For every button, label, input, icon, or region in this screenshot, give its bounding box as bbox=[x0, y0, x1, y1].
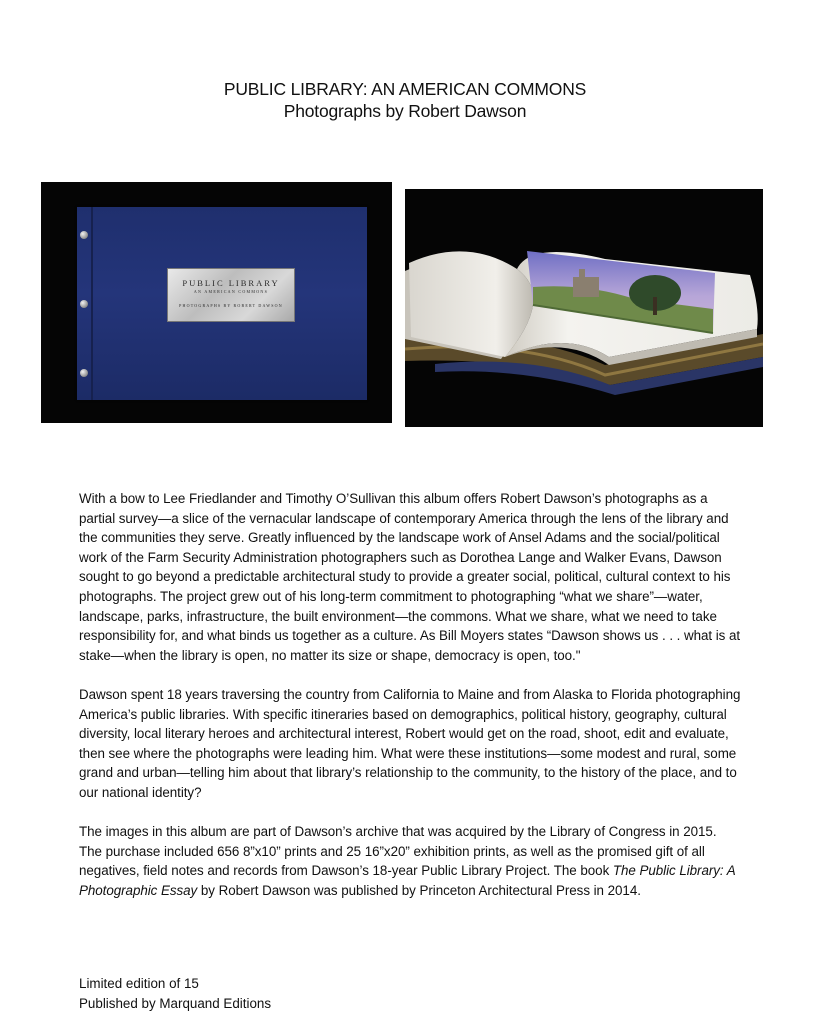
page-subtitle: Photographs by Robert Dawson bbox=[283, 101, 527, 121]
paragraph-3-text: The images in this album are part of Dawson’s archive that was acquired by the Library of Congress in 2015. The purchase included 656 8”x10” prints and 25 16”x20” exhibition prints, as well as the promised gift of all negatives, field notes and records from Dawson’s 18-year Public Library Project. The book bbox=[79, 824, 717, 879]
publisher: Published by Marquand Editions bbox=[79, 995, 272, 1011]
open-album-illustration bbox=[405, 189, 763, 427]
open-album-photo bbox=[405, 189, 763, 427]
binding-screw bbox=[80, 369, 88, 377]
nameplate-byline: PHOTOGRAPHS BY ROBERT DAWSON bbox=[179, 303, 283, 308]
page-title: PUBLIC LIBRARY: AN AMERICAN COMMONS bbox=[223, 79, 587, 99]
album-hinge-line bbox=[91, 207, 93, 400]
description-paragraph-3 bbox=[79, 822, 741, 900]
binding-screw bbox=[80, 300, 88, 308]
album-description bbox=[79, 489, 741, 920]
nameplate-title: PUBLIC LIBRARY bbox=[182, 278, 280, 288]
closed-album-photo bbox=[41, 182, 392, 423]
edition-size: Limited edition of 15 bbox=[79, 976, 199, 991]
binding-screw bbox=[80, 231, 88, 239]
paragraph-3-text-end: by Robert Dawson was published by Princeton Architectural Press in 2014. bbox=[197, 882, 641, 898]
description-paragraph-1: With a bow to Lee Friedlander and Timothy O’Sullivan this album offers Robert Dawson’s photographs as a partial survey—a slice of the vernacular landscape of contemporary America through the lens of the library and the communities they serve. Greatly influenced by the landscape work of Ansel Adams and the social/political work of the Farm Security Administration photographers such as Dorothea Lange and Walker Evans, Dawson sought to go beyond a predictable architectural study to provide a greater social, political, cultural context to his photographs. The project grew out of his long-term commitment to photographing “what we share”—water, landscape, parks, infrastructure, the built environment—the commons. What we share, what we need to take responsibility for, and what binds us together as a culture. As Bill Moyers states “Dawson shows us . . . what is at stake—when the library is open, no matter its size or shape, democracy is open, too." bbox=[79, 491, 741, 663]
nameplate-subtitle: AN AMERICAN COMMONS bbox=[193, 289, 269, 294]
colophon bbox=[79, 974, 271, 1013]
book-title: The Public Library: A Photographic Essay bbox=[79, 863, 736, 898]
cover-nameplate bbox=[167, 268, 295, 322]
page-header bbox=[0, 78, 810, 122]
description-paragraph-2: Dawson spent 18 years traversing the country from California to Maine and from Alaska to Florida photographing America’s public libraries. With specific itineraries based on demographics, political history, geography, cultural diversity, local literary heroes and architectural interest, Robert would get on the road, shoot, edit and evaluate, then see where the photographs were leading him. What were these institutions—some modest and rural, some grand and urban—telling him about that library’s relationship to the community, to the history of the place, and to our national identity? bbox=[79, 686, 741, 800]
